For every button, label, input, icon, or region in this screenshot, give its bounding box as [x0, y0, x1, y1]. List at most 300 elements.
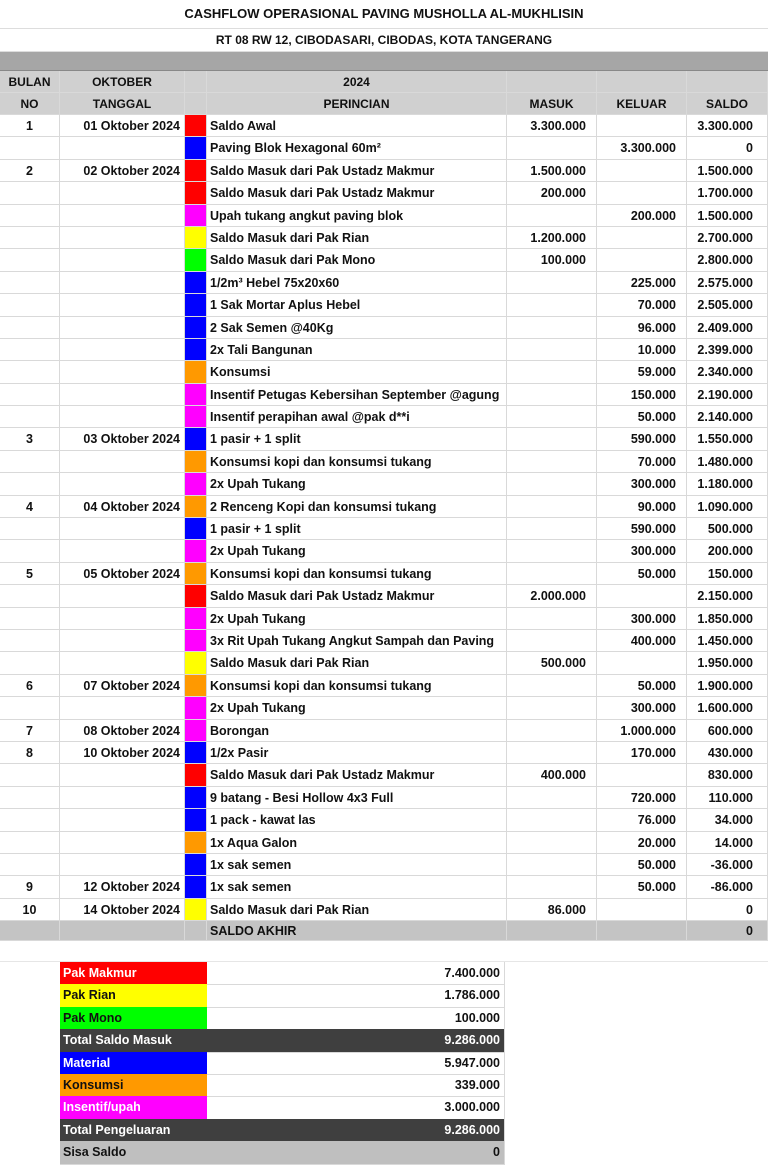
row-no	[0, 182, 60, 204]
table-row	[0, 361, 768, 383]
row-saldo: 150.000	[687, 563, 768, 585]
category-color-swatch	[185, 675, 207, 697]
row-tanggal	[60, 406, 185, 428]
row-no: 3	[0, 428, 60, 450]
category-color-swatch	[185, 137, 207, 159]
summary-label: Total Pengeluaran	[60, 1119, 207, 1142]
table-row	[0, 294, 768, 316]
row-keluar: 590.000	[597, 428, 687, 450]
row-no	[0, 608, 60, 630]
row-keluar: 400.000	[597, 630, 687, 652]
row-masuk: 1.500.000	[507, 160, 597, 182]
row-perincian: 1x sak semen	[207, 876, 507, 898]
row-perincian: Konsumsi	[207, 361, 507, 383]
row-masuk	[507, 317, 597, 339]
row-keluar: 720.000	[597, 787, 687, 809]
table-row	[0, 205, 768, 227]
table-row	[0, 182, 768, 204]
row-no: 4	[0, 496, 60, 518]
row-no	[0, 205, 60, 227]
row-masuk	[507, 294, 597, 316]
row-saldo: 1.550.000	[687, 428, 768, 450]
summary-value: 339.000	[207, 1074, 505, 1097]
row-saldo: 3.300.000	[687, 115, 768, 137]
sheet-subtitle: RT 08 RW 12, CIBODASARI, CIBODAS, KOTA TANGERANG	[0, 29, 768, 52]
row-no: 1	[0, 115, 60, 137]
table-row	[0, 608, 768, 630]
row-masuk	[507, 608, 597, 630]
row-keluar: 10.000	[597, 339, 687, 361]
spacer	[0, 941, 768, 962]
table-row	[0, 697, 768, 719]
row-tanggal	[60, 787, 185, 809]
row-perincian: 1 pack - kawat las	[207, 809, 507, 831]
row-no	[0, 384, 60, 406]
row-perincian: Saldo Masuk dari Pak Ustadz Makmur	[207, 160, 507, 182]
table-row	[0, 406, 768, 428]
row-saldo: 1.450.000	[687, 630, 768, 652]
row-saldo: 14.000	[687, 832, 768, 854]
row-tanggal	[60, 227, 185, 249]
row-masuk	[507, 854, 597, 876]
transaction-rows	[0, 115, 768, 921]
row-perincian: 2 Renceng Kopi dan konsumsi tukang	[207, 496, 507, 518]
row-perincian: Upah tukang angkut paving blok	[207, 205, 507, 227]
header-perincian: PERINCIAN	[207, 93, 507, 115]
saldo-akhir-label: SALDO AKHIR	[207, 921, 507, 941]
row-masuk	[507, 832, 597, 854]
category-color-swatch	[185, 182, 207, 204]
row-tanggal: 14 Oktober 2024	[60, 899, 185, 921]
row-keluar: 170.000	[597, 742, 687, 764]
row-tanggal: 04 Oktober 2024	[60, 496, 185, 518]
row-tanggal	[60, 854, 185, 876]
category-color-swatch	[185, 406, 207, 428]
row-keluar: 50.000	[597, 675, 687, 697]
summary-label: Pak Mono	[60, 1007, 207, 1030]
row-keluar: 225.000	[597, 272, 687, 294]
row-masuk	[507, 518, 597, 540]
category-color-swatch	[185, 339, 207, 361]
row-no: 6	[0, 675, 60, 697]
row-saldo: 1.090.000	[687, 496, 768, 518]
category-color-swatch	[185, 361, 207, 383]
row-no: 8	[0, 742, 60, 764]
category-color-swatch	[185, 742, 207, 764]
row-no	[0, 764, 60, 786]
row-keluar: 70.000	[597, 294, 687, 316]
category-color-swatch	[185, 854, 207, 876]
row-perincian: 1x sak semen	[207, 854, 507, 876]
row-tanggal	[60, 764, 185, 786]
summary-label: Konsumsi	[60, 1074, 207, 1097]
table-row	[0, 854, 768, 876]
summary-value: 9.286.000	[207, 1029, 505, 1052]
row-keluar: 96.000	[597, 317, 687, 339]
summary-row	[60, 984, 505, 1006]
header-keluar: KELUAR	[597, 93, 687, 115]
row-no: 10	[0, 899, 60, 921]
row-keluar: 300.000	[597, 608, 687, 630]
row-perincian: Saldo Masuk dari Pak Ustadz Makmur	[207, 764, 507, 786]
row-no	[0, 540, 60, 562]
row-masuk: 100.000	[507, 249, 597, 271]
row-keluar: 50.000	[597, 563, 687, 585]
summary-value: 9.286.000	[207, 1119, 505, 1142]
row-masuk	[507, 742, 597, 764]
row-perincian: Insentif perapihan awal @pak d**i	[207, 406, 507, 428]
header-year: 2024	[207, 71, 507, 93]
row-perincian: Paving Blok Hexagonal 60m²	[207, 137, 507, 159]
row-saldo: -36.000	[687, 854, 768, 876]
summary-label: Pak Rian	[60, 984, 207, 1007]
row-saldo: 1.500.000	[687, 205, 768, 227]
row-masuk	[507, 205, 597, 227]
row-masuk	[507, 428, 597, 450]
category-color-swatch	[185, 563, 207, 585]
row-keluar: 50.000	[597, 854, 687, 876]
row-masuk: 400.000	[507, 764, 597, 786]
category-color-swatch	[185, 496, 207, 518]
header-bulan: BULAN	[0, 71, 60, 93]
summary-value: 0	[207, 1141, 505, 1164]
row-keluar: 50.000	[597, 876, 687, 898]
row-masuk	[507, 496, 597, 518]
table-row	[0, 473, 768, 495]
table-row	[0, 787, 768, 809]
row-keluar	[597, 899, 687, 921]
table-row	[0, 675, 768, 697]
row-saldo: 600.000	[687, 720, 768, 742]
row-masuk: 200.000	[507, 182, 597, 204]
row-perincian: 9 batang - Besi Hollow 4x3 Full	[207, 787, 507, 809]
saldo-akhir-value: 0	[687, 921, 768, 941]
row-perincian: Konsumsi kopi dan konsumsi tukang	[207, 451, 507, 473]
saldo-akhir-row	[0, 921, 768, 941]
row-no	[0, 137, 60, 159]
category-color-swatch	[185, 787, 207, 809]
category-color-swatch	[185, 652, 207, 674]
row-perincian: 2x Upah Tukang	[207, 697, 507, 719]
summary-label: Sisa Saldo	[60, 1141, 207, 1164]
row-tanggal	[60, 339, 185, 361]
row-perincian: Saldo Masuk dari Pak Rian	[207, 227, 507, 249]
row-keluar: 150.000	[597, 384, 687, 406]
table-row	[0, 899, 768, 921]
row-perincian: Saldo Masuk dari Pak Ustadz Makmur	[207, 182, 507, 204]
row-masuk	[507, 675, 597, 697]
summary-row	[60, 1074, 505, 1096]
row-saldo: 1.480.000	[687, 451, 768, 473]
summary-row	[60, 1096, 505, 1118]
row-no	[0, 652, 60, 674]
row-saldo: 1.500.000	[687, 160, 768, 182]
row-perincian: 1x Aqua Galon	[207, 832, 507, 854]
row-masuk	[507, 406, 597, 428]
row-no	[0, 787, 60, 809]
row-perincian: 1 pasir + 1 split	[207, 518, 507, 540]
row-perincian: Konsumsi kopi dan konsumsi tukang	[207, 563, 507, 585]
row-no	[0, 339, 60, 361]
row-no	[0, 294, 60, 316]
row-masuk	[507, 361, 597, 383]
row-perincian: Saldo Masuk dari Pak Mono	[207, 249, 507, 271]
row-no: 7	[0, 720, 60, 742]
category-color-swatch	[185, 160, 207, 182]
summary-table	[60, 962, 505, 1164]
row-tanggal: 12 Oktober 2024	[60, 876, 185, 898]
row-perincian: 3x Rit Upah Tukang Angkut Sampah dan Paving	[207, 630, 507, 652]
row-masuk	[507, 876, 597, 898]
summary-label: Material	[60, 1052, 207, 1075]
row-keluar	[597, 115, 687, 137]
header-masuk: MASUK	[507, 93, 597, 115]
row-keluar: 3.300.000	[597, 137, 687, 159]
row-saldo: 2.505.000	[687, 294, 768, 316]
row-tanggal	[60, 585, 185, 607]
row-saldo: 2.340.000	[687, 361, 768, 383]
row-tanggal	[60, 317, 185, 339]
row-tanggal	[60, 361, 185, 383]
row-tanggal	[60, 137, 185, 159]
row-keluar: 300.000	[597, 473, 687, 495]
table-row	[0, 540, 768, 562]
row-saldo: 500.000	[687, 518, 768, 540]
table-row	[0, 563, 768, 585]
category-color-swatch	[185, 294, 207, 316]
row-saldo: 1.700.000	[687, 182, 768, 204]
table-row	[0, 339, 768, 361]
row-no	[0, 317, 60, 339]
category-color-swatch	[185, 585, 207, 607]
table-row	[0, 742, 768, 764]
row-saldo: 200.000	[687, 540, 768, 562]
table-row	[0, 227, 768, 249]
row-tanggal	[60, 518, 185, 540]
row-keluar: 70.000	[597, 451, 687, 473]
category-color-swatch	[185, 115, 207, 137]
row-saldo: 2.399.000	[687, 339, 768, 361]
row-saldo: 1.600.000	[687, 697, 768, 719]
category-color-swatch	[185, 608, 207, 630]
row-saldo: 1.950.000	[687, 652, 768, 674]
row-no: 9	[0, 876, 60, 898]
row-masuk	[507, 272, 597, 294]
row-saldo: 2.700.000	[687, 227, 768, 249]
table-row	[0, 451, 768, 473]
table-row	[0, 137, 768, 159]
row-masuk	[507, 720, 597, 742]
summary-row	[60, 962, 505, 984]
row-masuk: 86.000	[507, 899, 597, 921]
row-keluar	[597, 585, 687, 607]
row-masuk	[507, 384, 597, 406]
header-no: NO	[0, 93, 60, 115]
row-perincian: 1 Sak Mortar Aplus Hebel	[207, 294, 507, 316]
row-tanggal	[60, 249, 185, 271]
row-saldo: 2.409.000	[687, 317, 768, 339]
row-keluar: 59.000	[597, 361, 687, 383]
row-masuk	[507, 137, 597, 159]
row-saldo: 0	[687, 137, 768, 159]
row-perincian: 1 pasir + 1 split	[207, 428, 507, 450]
row-tanggal: 05 Oktober 2024	[60, 563, 185, 585]
row-keluar: 20.000	[597, 832, 687, 854]
row-tanggal: 08 Oktober 2024	[60, 720, 185, 742]
row-saldo: 34.000	[687, 809, 768, 831]
row-saldo: 2.800.000	[687, 249, 768, 271]
row-perincian: Saldo Awal	[207, 115, 507, 137]
row-tanggal	[60, 473, 185, 495]
row-saldo: 1.900.000	[687, 675, 768, 697]
row-keluar	[597, 764, 687, 786]
row-saldo: 1.850.000	[687, 608, 768, 630]
category-color-swatch	[185, 205, 207, 227]
category-color-swatch	[185, 272, 207, 294]
category-color-swatch	[185, 428, 207, 450]
row-keluar	[597, 182, 687, 204]
category-color-swatch	[185, 384, 207, 406]
row-no: 5	[0, 563, 60, 585]
table-row	[0, 585, 768, 607]
row-tanggal: 10 Oktober 2024	[60, 742, 185, 764]
row-tanggal	[60, 294, 185, 316]
summary-row	[60, 1029, 505, 1051]
category-color-swatch	[185, 720, 207, 742]
category-color-swatch	[185, 809, 207, 831]
row-keluar: 590.000	[597, 518, 687, 540]
category-color-swatch	[185, 473, 207, 495]
table-row	[0, 832, 768, 854]
row-no	[0, 249, 60, 271]
row-perincian: 2 Sak Semen @40Kg	[207, 317, 507, 339]
row-saldo: 2.150.000	[687, 585, 768, 607]
summary-label: Insentif/upah	[60, 1096, 207, 1119]
row-tanggal	[60, 540, 185, 562]
header-month: OKTOBER	[60, 71, 185, 93]
category-color-swatch	[185, 630, 207, 652]
table-row	[0, 652, 768, 674]
row-saldo: 2.140.000	[687, 406, 768, 428]
row-keluar: 1.000.000	[597, 720, 687, 742]
row-masuk: 1.200.000	[507, 227, 597, 249]
row-saldo: 110.000	[687, 787, 768, 809]
category-color-swatch	[185, 227, 207, 249]
category-color-swatch	[185, 764, 207, 786]
header-tanggal: TANGGAL	[60, 93, 185, 115]
category-color-swatch	[185, 697, 207, 719]
table-row	[0, 518, 768, 540]
table-row	[0, 720, 768, 742]
summary-value: 7.400.000	[207, 962, 505, 985]
row-tanggal: 07 Oktober 2024	[60, 675, 185, 697]
row-masuk	[507, 630, 597, 652]
row-masuk	[507, 540, 597, 562]
row-perincian: 2x Upah Tukang	[207, 608, 507, 630]
row-masuk	[507, 787, 597, 809]
row-tanggal	[60, 832, 185, 854]
table-row	[0, 876, 768, 898]
row-keluar: 90.000	[597, 496, 687, 518]
row-no	[0, 451, 60, 473]
table-row	[0, 630, 768, 652]
table-row	[0, 764, 768, 786]
row-perincian: Insentif Petugas Kebersihan September @agung	[207, 384, 507, 406]
row-perincian: 1/2x Pasir	[207, 742, 507, 764]
row-keluar	[597, 249, 687, 271]
row-no	[0, 854, 60, 876]
summary-row	[60, 1052, 505, 1074]
row-tanggal	[60, 630, 185, 652]
row-tanggal	[60, 384, 185, 406]
row-keluar: 200.000	[597, 205, 687, 227]
row-saldo: 2.575.000	[687, 272, 768, 294]
row-perincian: Konsumsi kopi dan konsumsi tukang	[207, 675, 507, 697]
row-masuk: 3.300.000	[507, 115, 597, 137]
table-row	[0, 428, 768, 450]
table-row	[0, 160, 768, 182]
category-color-swatch	[185, 249, 207, 271]
row-no	[0, 809, 60, 831]
category-color-swatch	[185, 451, 207, 473]
row-saldo: 430.000	[687, 742, 768, 764]
summary-value: 1.786.000	[207, 984, 505, 1007]
row-no: 2	[0, 160, 60, 182]
row-tanggal	[60, 272, 185, 294]
table-row	[0, 249, 768, 271]
row-no	[0, 832, 60, 854]
row-perincian: Saldo Masuk dari Pak Ustadz Makmur	[207, 585, 507, 607]
summary-label: Pak Makmur	[60, 962, 207, 985]
row-keluar	[597, 160, 687, 182]
row-tanggal	[60, 205, 185, 227]
row-perincian: 2x Upah Tukang	[207, 540, 507, 562]
row-perincian: Saldo Masuk dari Pak Rian	[207, 899, 507, 921]
sheet-title: CASHFLOW OPERASIONAL PAVING MUSHOLLA AL-MUKHLISIN	[0, 0, 768, 29]
row-perincian: Saldo Masuk dari Pak Rian	[207, 652, 507, 674]
row-saldo: 830.000	[687, 764, 768, 786]
table-row	[0, 384, 768, 406]
row-tanggal	[60, 652, 185, 674]
row-saldo: 0	[687, 899, 768, 921]
row-perincian: 2x Upah Tukang	[207, 473, 507, 495]
table-row	[0, 317, 768, 339]
category-color-swatch	[185, 899, 207, 921]
row-tanggal	[60, 451, 185, 473]
row-keluar: 76.000	[597, 809, 687, 831]
summary-row	[60, 1007, 505, 1029]
row-masuk	[507, 697, 597, 719]
summary-label: Total Saldo Masuk	[60, 1029, 207, 1052]
row-no	[0, 227, 60, 249]
row-saldo: 1.180.000	[687, 473, 768, 495]
row-masuk	[507, 451, 597, 473]
row-no	[0, 361, 60, 383]
row-no	[0, 473, 60, 495]
row-tanggal	[60, 608, 185, 630]
row-perincian: 2x Tali Bangunan	[207, 339, 507, 361]
category-color-swatch	[185, 876, 207, 898]
summary-row	[60, 1141, 505, 1163]
row-no	[0, 518, 60, 540]
row-perincian: 1/2m³ Hebel 75x20x60	[207, 272, 507, 294]
row-masuk	[507, 809, 597, 831]
row-no	[0, 585, 60, 607]
row-no	[0, 272, 60, 294]
header-saldo: SALDO	[687, 93, 768, 115]
row-tanggal: 02 Oktober 2024	[60, 160, 185, 182]
summary-value: 5.947.000	[207, 1052, 505, 1075]
